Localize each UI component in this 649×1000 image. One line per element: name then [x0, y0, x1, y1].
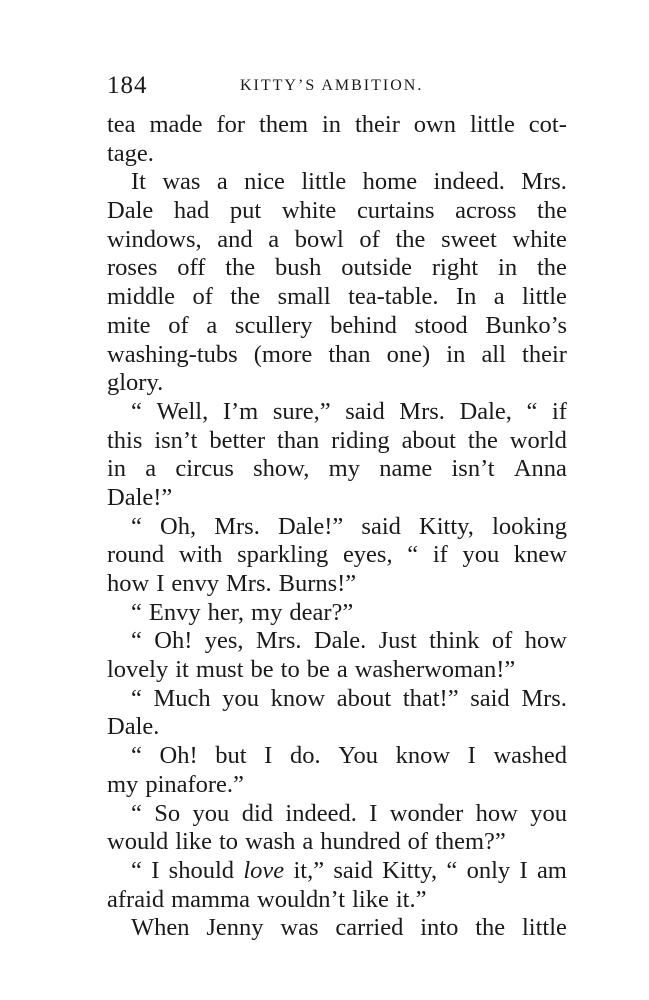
word: behind	[330, 311, 397, 339]
word: white	[281, 197, 337, 225]
word: washed	[493, 742, 567, 770]
word: tage.	[107, 139, 154, 167]
word: you	[530, 799, 567, 827]
word: washerwoman!”	[354, 656, 516, 684]
word: Dale!”	[107, 483, 173, 511]
word: of	[491, 627, 513, 655]
word: small	[277, 283, 331, 311]
word: home	[362, 168, 418, 196]
word: the	[537, 197, 567, 225]
word: how	[107, 570, 150, 597]
word: must	[195, 656, 244, 684]
word: you	[222, 684, 260, 712]
word: said	[333, 856, 373, 884]
word: “	[526, 397, 538, 425]
word: Dale.	[313, 627, 367, 655]
word: sweet	[441, 225, 497, 253]
word: roses	[107, 254, 158, 282]
word: about	[401, 426, 456, 454]
word: Burns!”	[278, 570, 357, 597]
word: one)	[386, 340, 431, 368]
text-line	[107, 111, 567, 140]
word: of	[192, 283, 213, 311]
word: of	[168, 311, 189, 339]
text-line	[107, 771, 567, 800]
word: my	[328, 455, 360, 483]
word: Mrs.	[214, 512, 260, 540]
word: the	[225, 254, 256, 282]
word: if	[551, 397, 567, 425]
text-line	[107, 254, 567, 283]
word: washing-tubs	[107, 340, 238, 368]
word: riding	[331, 426, 390, 454]
word: in	[446, 340, 466, 368]
word: was	[162, 168, 201, 196]
word: “	[131, 856, 142, 884]
word: indeed.	[285, 799, 357, 827]
word: mite	[107, 311, 151, 339]
word: own	[413, 111, 456, 138]
word: envy	[171, 570, 219, 597]
word: Bunko’s	[485, 311, 567, 339]
word: Dale!”	[277, 512, 344, 540]
word: wash	[245, 828, 296, 856]
word: mamma	[171, 885, 251, 913]
text-line	[107, 140, 567, 169]
word: this	[107, 426, 143, 454]
word: bush	[275, 254, 322, 282]
word: but	[215, 742, 247, 770]
word: it.”	[395, 885, 427, 913]
word: should	[168, 856, 235, 884]
word: know	[270, 684, 326, 712]
word: dear?”	[289, 598, 354, 626]
word: tea	[107, 111, 136, 138]
word: in	[321, 111, 342, 138]
word: name	[379, 455, 433, 483]
word: outside	[341, 254, 412, 282]
word: I’m	[222, 397, 259, 425]
word: little	[521, 283, 567, 311]
word: than	[277, 426, 320, 454]
text-line	[107, 742, 567, 771]
word: I	[156, 570, 165, 597]
word: would	[107, 828, 169, 856]
text-line	[107, 369, 567, 398]
text-line	[107, 570, 567, 599]
word: stood	[414, 311, 468, 339]
word: I	[151, 856, 160, 884]
word: afraid	[107, 885, 165, 913]
word: scullery	[234, 311, 313, 339]
word: Jenny	[206, 914, 264, 942]
word: eyes,	[342, 541, 393, 569]
word: to	[219, 828, 239, 856]
word: put	[229, 197, 262, 225]
word: you	[192, 799, 230, 827]
word: indeed.	[433, 168, 505, 196]
word: if	[432, 541, 448, 569]
word: with	[178, 541, 223, 569]
word: Well,	[156, 397, 209, 425]
word: a	[336, 656, 348, 684]
word	[243, 857, 284, 886]
text-line	[107, 312, 567, 341]
text-line	[107, 283, 567, 312]
word: I	[467, 742, 476, 770]
word: glory.	[107, 369, 164, 397]
word: how	[475, 799, 518, 827]
text-line	[107, 599, 567, 628]
word: looking	[492, 512, 567, 540]
word: right	[431, 254, 479, 282]
word: how	[524, 627, 567, 655]
word: Just	[378, 627, 417, 655]
word: had	[173, 197, 210, 225]
word: their	[354, 111, 400, 138]
word: all	[481, 340, 506, 368]
word: Much	[153, 684, 211, 712]
word: carried	[335, 914, 404, 942]
word: sure,”	[272, 397, 331, 425]
word: the	[395, 225, 426, 253]
word: a	[145, 455, 157, 483]
word: only	[466, 856, 511, 884]
word: Dale,	[459, 397, 512, 425]
word: a	[206, 311, 218, 339]
text-line	[107, 541, 567, 570]
word: think	[429, 627, 480, 655]
word: be	[250, 656, 274, 684]
word: nice	[244, 168, 285, 196]
word: like	[352, 885, 389, 913]
text-line	[107, 427, 567, 456]
word: into	[420, 914, 459, 942]
word: Mrs.	[255, 627, 302, 655]
text-line	[107, 513, 567, 542]
word: a	[268, 225, 280, 253]
word: said	[345, 397, 385, 425]
word: in	[107, 455, 127, 483]
word: windows,	[107, 225, 202, 253]
word: Mrs.	[521, 684, 567, 712]
word: “	[131, 598, 142, 626]
word: their	[522, 340, 567, 368]
word: off	[177, 254, 206, 282]
word: So	[154, 799, 181, 827]
word: Envy	[148, 598, 201, 626]
word: be	[306, 656, 330, 684]
text-line	[107, 168, 567, 197]
word: Kitty,	[382, 856, 438, 884]
word: “	[131, 684, 142, 712]
word: tea-table.	[348, 283, 439, 311]
word: “	[446, 856, 458, 884]
word: little	[522, 914, 567, 942]
word: in	[498, 254, 518, 282]
text-line	[107, 484, 567, 513]
word: Anna	[513, 455, 567, 483]
word: did	[241, 799, 273, 827]
text-line	[107, 886, 567, 915]
word: her,	[207, 598, 245, 626]
word: Kitty,	[419, 512, 474, 540]
word: lovely	[107, 656, 169, 684]
word: it,”	[293, 856, 325, 884]
word: and	[217, 225, 253, 253]
word: a	[302, 828, 314, 856]
word: Mrs.	[521, 168, 567, 196]
word: Dale.	[107, 713, 160, 741]
word: said	[470, 684, 510, 712]
word: know	[395, 742, 451, 770]
word: Oh,	[160, 512, 197, 540]
word: was	[280, 914, 319, 942]
word: You	[338, 742, 378, 770]
word: (more	[253, 340, 313, 368]
word: little	[301, 168, 347, 196]
running-head	[107, 72, 567, 102]
word: circus	[175, 455, 234, 483]
word: my	[251, 598, 283, 626]
word: Oh!	[154, 627, 193, 655]
word: In	[455, 283, 477, 311]
word: cot-	[528, 111, 567, 138]
word: yes,	[204, 627, 244, 655]
text-line	[107, 656, 567, 685]
word: Oh!	[159, 742, 198, 770]
word: it	[175, 656, 189, 684]
word: that!”	[402, 684, 459, 712]
word: am	[536, 856, 567, 884]
text-line	[107, 685, 567, 714]
word: to	[280, 656, 300, 684]
word: for	[216, 111, 246, 138]
text-line	[107, 226, 567, 255]
word: wonder	[389, 799, 464, 827]
word: “	[407, 541, 419, 569]
word: It	[131, 168, 146, 196]
word: middle	[107, 283, 176, 311]
text-line	[107, 713, 567, 742]
word: than	[328, 340, 371, 368]
word: world	[509, 426, 567, 454]
word: a	[216, 168, 228, 196]
word: better	[209, 426, 266, 454]
text-line	[107, 455, 567, 484]
word: white	[512, 225, 567, 253]
text-line	[107, 197, 567, 226]
word: you	[462, 541, 500, 569]
word: a	[493, 283, 505, 311]
word: “	[131, 397, 142, 425]
word: made	[149, 111, 203, 138]
word: the	[475, 914, 506, 942]
word: wouldn’t	[257, 885, 346, 913]
text-line	[107, 800, 567, 829]
word: hundred	[320, 828, 401, 856]
word: Dale	[107, 197, 154, 225]
word: I	[264, 742, 273, 770]
word: do.	[289, 742, 321, 770]
italic-text: love	[243, 856, 285, 884]
word: pinafore.”	[145, 770, 244, 798]
word: “	[131, 742, 142, 770]
word: across	[455, 197, 517, 225]
word: bowl	[294, 225, 344, 253]
word: round	[107, 541, 165, 569]
page-number: 184	[107, 72, 148, 99]
word: them	[259, 111, 309, 138]
word: Mrs.	[399, 397, 445, 425]
word: I	[369, 799, 378, 827]
word: said	[361, 512, 401, 540]
word: “	[131, 627, 142, 655]
running-title: KITTY’S AMBITION.	[240, 77, 424, 94]
word: “	[131, 512, 142, 540]
text-line	[107, 857, 567, 886]
text-line	[107, 828, 567, 857]
word: the	[230, 283, 261, 311]
word: isn’t	[154, 426, 198, 454]
word: I	[519, 856, 528, 884]
word: “	[131, 799, 142, 827]
word: curtains	[356, 197, 435, 225]
word: the	[536, 254, 567, 282]
word: sparkling	[237, 541, 329, 569]
word: them?”	[435, 828, 506, 856]
word: about	[336, 684, 392, 712]
word: knew	[513, 541, 567, 569]
word: of	[359, 225, 380, 253]
word: of	[407, 828, 429, 856]
word: When	[131, 914, 190, 942]
word: Mrs.	[226, 570, 272, 597]
word: isn’t	[451, 455, 495, 483]
word: the	[467, 426, 498, 454]
word: my	[107, 770, 139, 798]
word: little	[469, 111, 515, 138]
body-text	[107, 111, 567, 943]
text-line	[107, 914, 567, 943]
text-line	[107, 398, 567, 427]
word: show,	[253, 455, 310, 483]
text-line	[107, 627, 567, 656]
word: like	[175, 828, 212, 856]
text-line	[107, 341, 567, 370]
